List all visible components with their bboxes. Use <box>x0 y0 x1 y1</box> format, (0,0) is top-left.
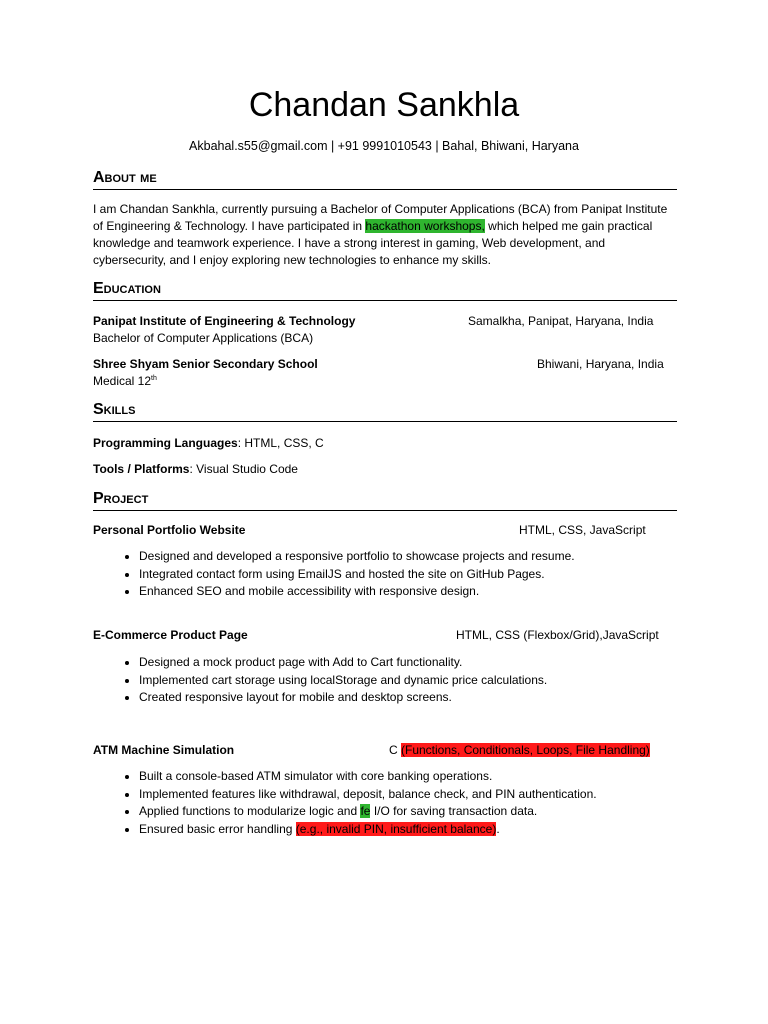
skill-label-2: Tools / Platforms <box>93 462 190 476</box>
list-item: • Enhanced SEO and mobile accessibility with responsive design. <box>139 583 575 601</box>
bullet-highlight: (e.g., invalid PIN, insufficient balance) <box>295 821 497 836</box>
contact-line: Akbahal.s55@gmail.com | +91 9991010543 | Bahal, Bhiwani, Haryana <box>189 139 579 153</box>
project-tech-1: HTML, CSS, JavaScript <box>519 523 646 537</box>
section-heading-about: About me <box>93 169 677 190</box>
project-tech-3 <box>389 743 650 757</box>
project-bullets-3 <box>93 768 597 838</box>
project-tech-3-prefix: C <box>389 743 401 757</box>
about-text-start: I am Chandan Sankhla, currently pursuing a Bachelor of Computer Applications (BCA) from Panipat Institute of Engineering & Technology. I have participated in <box>93 202 668 233</box>
bullet-text: Ensured basic error handling <box>139 821 296 836</box>
education-detail-1: Bachelor of Computer Applications (BCA) <box>93 331 314 345</box>
section-heading-project: Project <box>93 490 677 511</box>
list-item: • Built a console-based ATM simulator with core banking operations. <box>139 768 597 786</box>
education-detail-2-text: Medical 12 <box>93 374 152 388</box>
bullet-text: Applied functions to modularize logic and <box>139 804 361 818</box>
education-detail-2-sup: th <box>151 375 157 382</box>
list-item: • Designed and developed a responsive portfolio to showcase projects and resume. <box>139 548 575 566</box>
skill-value-2: : Visual Studio Code <box>189 462 298 476</box>
list-item: • Designed a mock product page with Add to Cart functionality. <box>139 654 547 672</box>
project-title-2: E-Commerce Product Page <box>93 628 248 642</box>
bullet-highlight: fe <box>360 804 371 818</box>
list-item: • Created responsive layout for mobile and desktop screens. <box>139 689 547 707</box>
skill-row-2 <box>93 462 298 476</box>
education-institution-2: Shree Shyam Senior Secondary School <box>93 357 318 371</box>
skill-row-1 <box>93 436 324 450</box>
education-institution-1: Panipat Institute of Engineering & Technology <box>93 314 356 328</box>
education-location-2: Bhiwani, Haryana, India <box>537 357 664 371</box>
project-tech-2: HTML, CSS (Flexbox/Grid),JavaScript <box>456 628 659 642</box>
list-item: • Integrated contact form using EmailJS and hosted the site on GitHub Pages. <box>139 566 575 584</box>
about-paragraph <box>93 201 677 269</box>
project-bullets-2 <box>93 654 547 707</box>
skill-value-1: : HTML, CSS, C <box>237 436 324 450</box>
about-text-end: which helped me gain practical knowledge and teamwork experience. I have a strong interest in gaming, Web development, and cybersecurity, and I enjoy exploring new technologies to enhance my skills. <box>93 219 653 267</box>
section-heading-education: Education <box>93 280 677 301</box>
bullet-text: I/O for saving transaction data. <box>370 804 538 818</box>
education-location-1: Samalkha, Panipat, Haryana, India <box>468 314 654 328</box>
section-heading-skills: Skills <box>93 401 677 422</box>
about-highlight: hackathon workshops, <box>365 219 485 233</box>
project-tech-3-highlight: (Functions, Conditionals, Loops, File Handling) <box>401 743 650 757</box>
education-detail-2 <box>93 374 157 388</box>
project-title-3: ATM Machine Simulation <box>93 743 235 757</box>
list-item <box>139 803 597 821</box>
list-item: • Implemented cart storage using localStorage and dynamic price calculations. <box>139 672 547 690</box>
project-title-1: Personal Portfolio Website <box>93 523 246 537</box>
bullet-text: . <box>496 821 500 836</box>
candidate-name: Chandan Sankhla <box>248 86 520 124</box>
list-item: • Implemented features like withdrawal, deposit, balance check, and PIN authentication. <box>139 786 597 804</box>
project-bullets-1 <box>93 548 575 601</box>
skill-label-1: Programming Languages <box>93 436 238 450</box>
list-item <box>139 821 597 839</box>
